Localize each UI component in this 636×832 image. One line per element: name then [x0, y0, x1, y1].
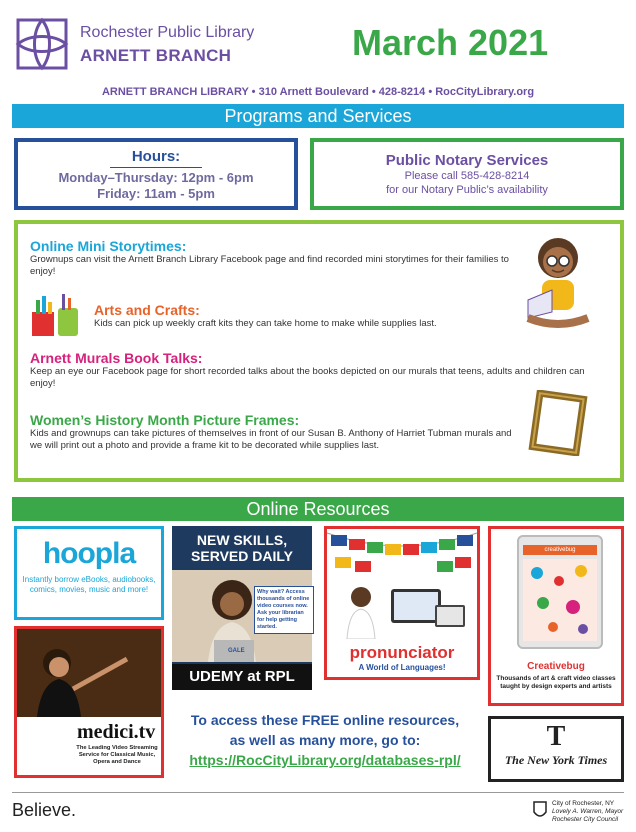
hours-divider — [110, 167, 202, 168]
medici-card[interactable] — [14, 626, 164, 778]
program-title: Women’s History Month Picture Frames: — [30, 412, 300, 428]
program-murals — [30, 350, 590, 390]
tablet-illustration — [517, 535, 603, 649]
program-body: Kids can pick up weekly craft kits they can take home to make while supplies last. — [94, 318, 437, 329]
hoopla-description: Instantly borrow eBooks, audiobooks, comics, movies, music and more! — [22, 575, 156, 594]
program-storytimes — [30, 238, 510, 278]
hours-weekday: Monday–Thursday: 12pm - 6pm — [58, 170, 254, 185]
library-logo — [12, 14, 72, 74]
mayor-name: Lovely A. Warren, Mayor — [552, 808, 624, 815]
medici-description: The Leading Video Streaming Service for Classical Music, Opera and Dance — [76, 745, 158, 765]
gale-logo: GALE — [228, 648, 245, 654]
creativebug-title: Creativebug — [527, 661, 585, 672]
program-arts-crafts — [94, 302, 514, 330]
notary-availability: for our Notary Public’s availability — [386, 184, 548, 196]
udemy-headline-line2: SERVED DAILY — [191, 548, 293, 564]
nyt-t-logo: T — [546, 721, 566, 752]
library-name: Rochester Public Library — [80, 24, 255, 41]
notary-title: Public Notary Services — [385, 152, 549, 169]
udemy-headline — [178, 532, 306, 564]
address-line: ARNETT BRANCH LIBRARY • 310 Arnett Boulevard • 428-8214 • RocCityLibrary.org — [101, 86, 535, 98]
program-frames — [30, 412, 520, 452]
udemy-label: UDEMY at RPL — [172, 664, 312, 690]
city-credit — [552, 800, 623, 824]
udemy-card[interactable] — [172, 526, 312, 690]
hours-friday: Friday: 11am - 5pm — [97, 186, 215, 201]
picture-frame-illustration — [528, 390, 588, 456]
access-line2: as well as many more, go to: — [229, 732, 421, 748]
nyt-card[interactable] — [488, 716, 624, 782]
pronunciator-card[interactable] — [324, 526, 480, 680]
city-seal-icon — [532, 800, 548, 820]
pronunciator-tagline: A World of Languages! — [358, 663, 446, 672]
branch-name: ARNETT BRANCH — [80, 46, 232, 65]
craft-supplies-illustration — [28, 292, 84, 338]
notary-phone: Please call 585-428-8214 — [404, 170, 530, 182]
program-body: Keep an eye our Facebook page for short recorded talks about the books depicted on our murals that teens, adults and children can enjoy! — [30, 366, 585, 389]
databases-link[interactable]: https://RocCityLibrary.org/databases-rpl/ — [189, 752, 461, 768]
program-body: Kids and grownups can take pictures of themselves in front of our Susan B. Anthony of Harriet Tubman murals and we will print out a photo and provide a frame kit to be decorated while supplies last. — [30, 428, 512, 451]
believe-logo: Believe. — [12, 800, 77, 820]
access-line1: To access these FREE online resources, — [190, 712, 460, 728]
program-title: Arts and Crafts: — [94, 302, 200, 318]
programs-heading: Programs and Services — [12, 104, 624, 128]
pronunciator-photo — [335, 581, 475, 639]
program-title: Arnett Murals Book Talks: — [30, 350, 203, 366]
hours-title: Hours: — [131, 148, 181, 165]
online-resources-heading: Online Resources — [12, 497, 624, 521]
creativebug-description: Thousands of art & craft video classes taught by design experts and artists — [496, 675, 616, 690]
city-name: City of Rochester, NY — [552, 800, 615, 807]
newsletter-month: March 2021 — [352, 22, 549, 63]
conductor-photo — [17, 629, 161, 717]
hoopla-card[interactable] — [14, 526, 164, 620]
nyt-wordmark: The New York Times — [504, 753, 608, 767]
council-name: Rochester City Council — [552, 816, 619, 823]
medici-logo: medici.tv — [77, 721, 156, 743]
hoopla-logo: hoopla — [42, 537, 136, 570]
creativebug-brand: creativebug — [523, 545, 597, 555]
access-instructions — [170, 712, 480, 768]
notary-box — [310, 138, 624, 210]
creativebug-card[interactable] — [488, 526, 624, 706]
program-title: Online Mini Storytimes: — [30, 238, 187, 254]
flags-banner — [327, 529, 477, 575]
udemy-headline-line1: NEW SKILLS, — [196, 532, 288, 548]
udemy-note: Why wait? Access thousands of online video courses now. Ask your librarian for help getting started. — [254, 586, 314, 634]
program-body: Grownups can visit the Arnett Branch Library Facebook page and find recorded mini storytimes for their families to enjoy! — [30, 254, 509, 277]
pronunciator-logo: pronunciator — [349, 643, 455, 662]
hours-box — [14, 138, 298, 210]
footer-divider — [12, 792, 624, 793]
reading-child-illustration — [518, 232, 596, 332]
